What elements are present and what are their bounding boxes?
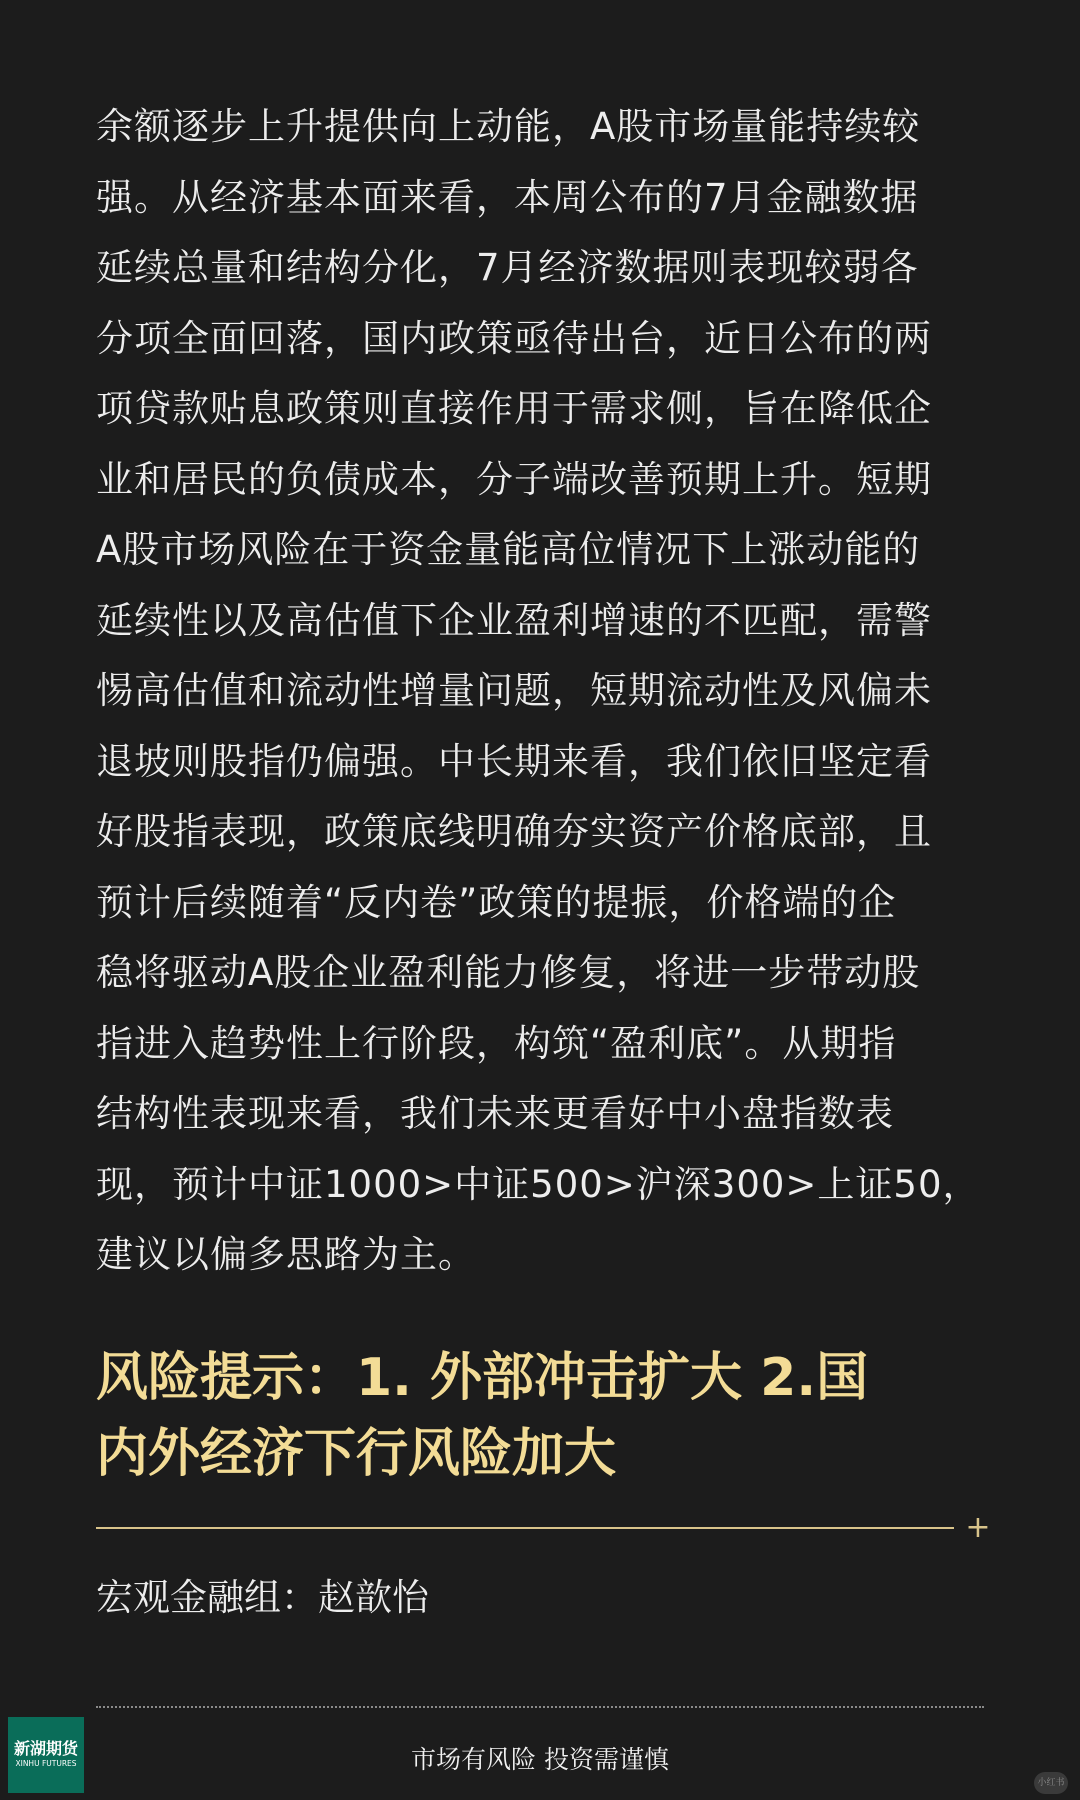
article-line-5: 项贷款贴息政策则直接作用于需求侧，旨在降低企	[96, 387, 932, 430]
article-line-2: 强。从经济基本面来看，本周公布的7月金融数据	[96, 175, 919, 219]
article-line-9: 惕高估值和流动性增量问题，短期流动性及风偏未	[96, 669, 932, 712]
footer-dotted-divider	[96, 1706, 984, 1708]
article-line-16: 现，预计中证1000>中证500>沪深300>上证50，	[96, 1162, 981, 1206]
article-line-14: 指进入趋势性上行阶段，构筑“盈利底”。从期指	[96, 1021, 897, 1065]
risk-notice-line-2: 内外经济下行风险加大	[96, 1424, 617, 1484]
article-body	[96, 92, 996, 1291]
article-line-12: 预计后续随着“反内卷”政策的提振，价格端的企	[96, 880, 897, 924]
article-line-15: 结构性表现来看，我们未来更看好中小盘指数表	[96, 1092, 894, 1135]
article-line-8: 延续性以及高估值下企业盈利增速的不匹配，需警	[96, 598, 932, 642]
article-line-10: 退坡则股指仍偏强。中长期来看，我们依旧坚定看	[96, 739, 932, 783]
author-credit: 宏观金融组：赵歆怡	[96, 1576, 429, 1619]
article-line-13: 稳将驱动A股企业盈利能力修复，将进一步带动股	[96, 951, 921, 994]
brand-logo-name-en: XINHU FUTURES	[15, 1759, 77, 1768]
article-line-7: A股市场风险在于资金量能高位情况下上涨动能的	[96, 528, 921, 571]
plus-icon: +	[965, 1510, 991, 1545]
article-line-17: 建议以偏多思路为主。	[96, 1233, 476, 1276]
section-divider	[96, 1527, 954, 1529]
article-line-11: 好股指表现，政策底线明确夯实资产价格底部，且	[96, 810, 932, 853]
risk-disclaimer-footer: 市场有风险 投资需谨慎	[411, 1745, 669, 1774]
risk-notice-line-1: 风险提示：1. 外部冲击扩大 2.国	[96, 1348, 869, 1408]
brand-logo-name-cn: 新湖期货	[13, 1739, 78, 1758]
article-line-4: 分项全面回落，国内政策亟待出台，近日公布的两	[96, 316, 932, 360]
risk-notice-heading	[96, 1340, 996, 1492]
article-line-3: 延续总量和结构分化，7月经济数据则表现较弱各	[96, 246, 919, 289]
platform-watermark: 小红书	[1034, 1772, 1068, 1794]
article-line-6: 业和居民的负债成本，分子端改善预期上升。短期	[96, 457, 932, 501]
article-line-1: 余额逐步上升提供向上动能，A股市场量能持续较	[96, 105, 921, 148]
